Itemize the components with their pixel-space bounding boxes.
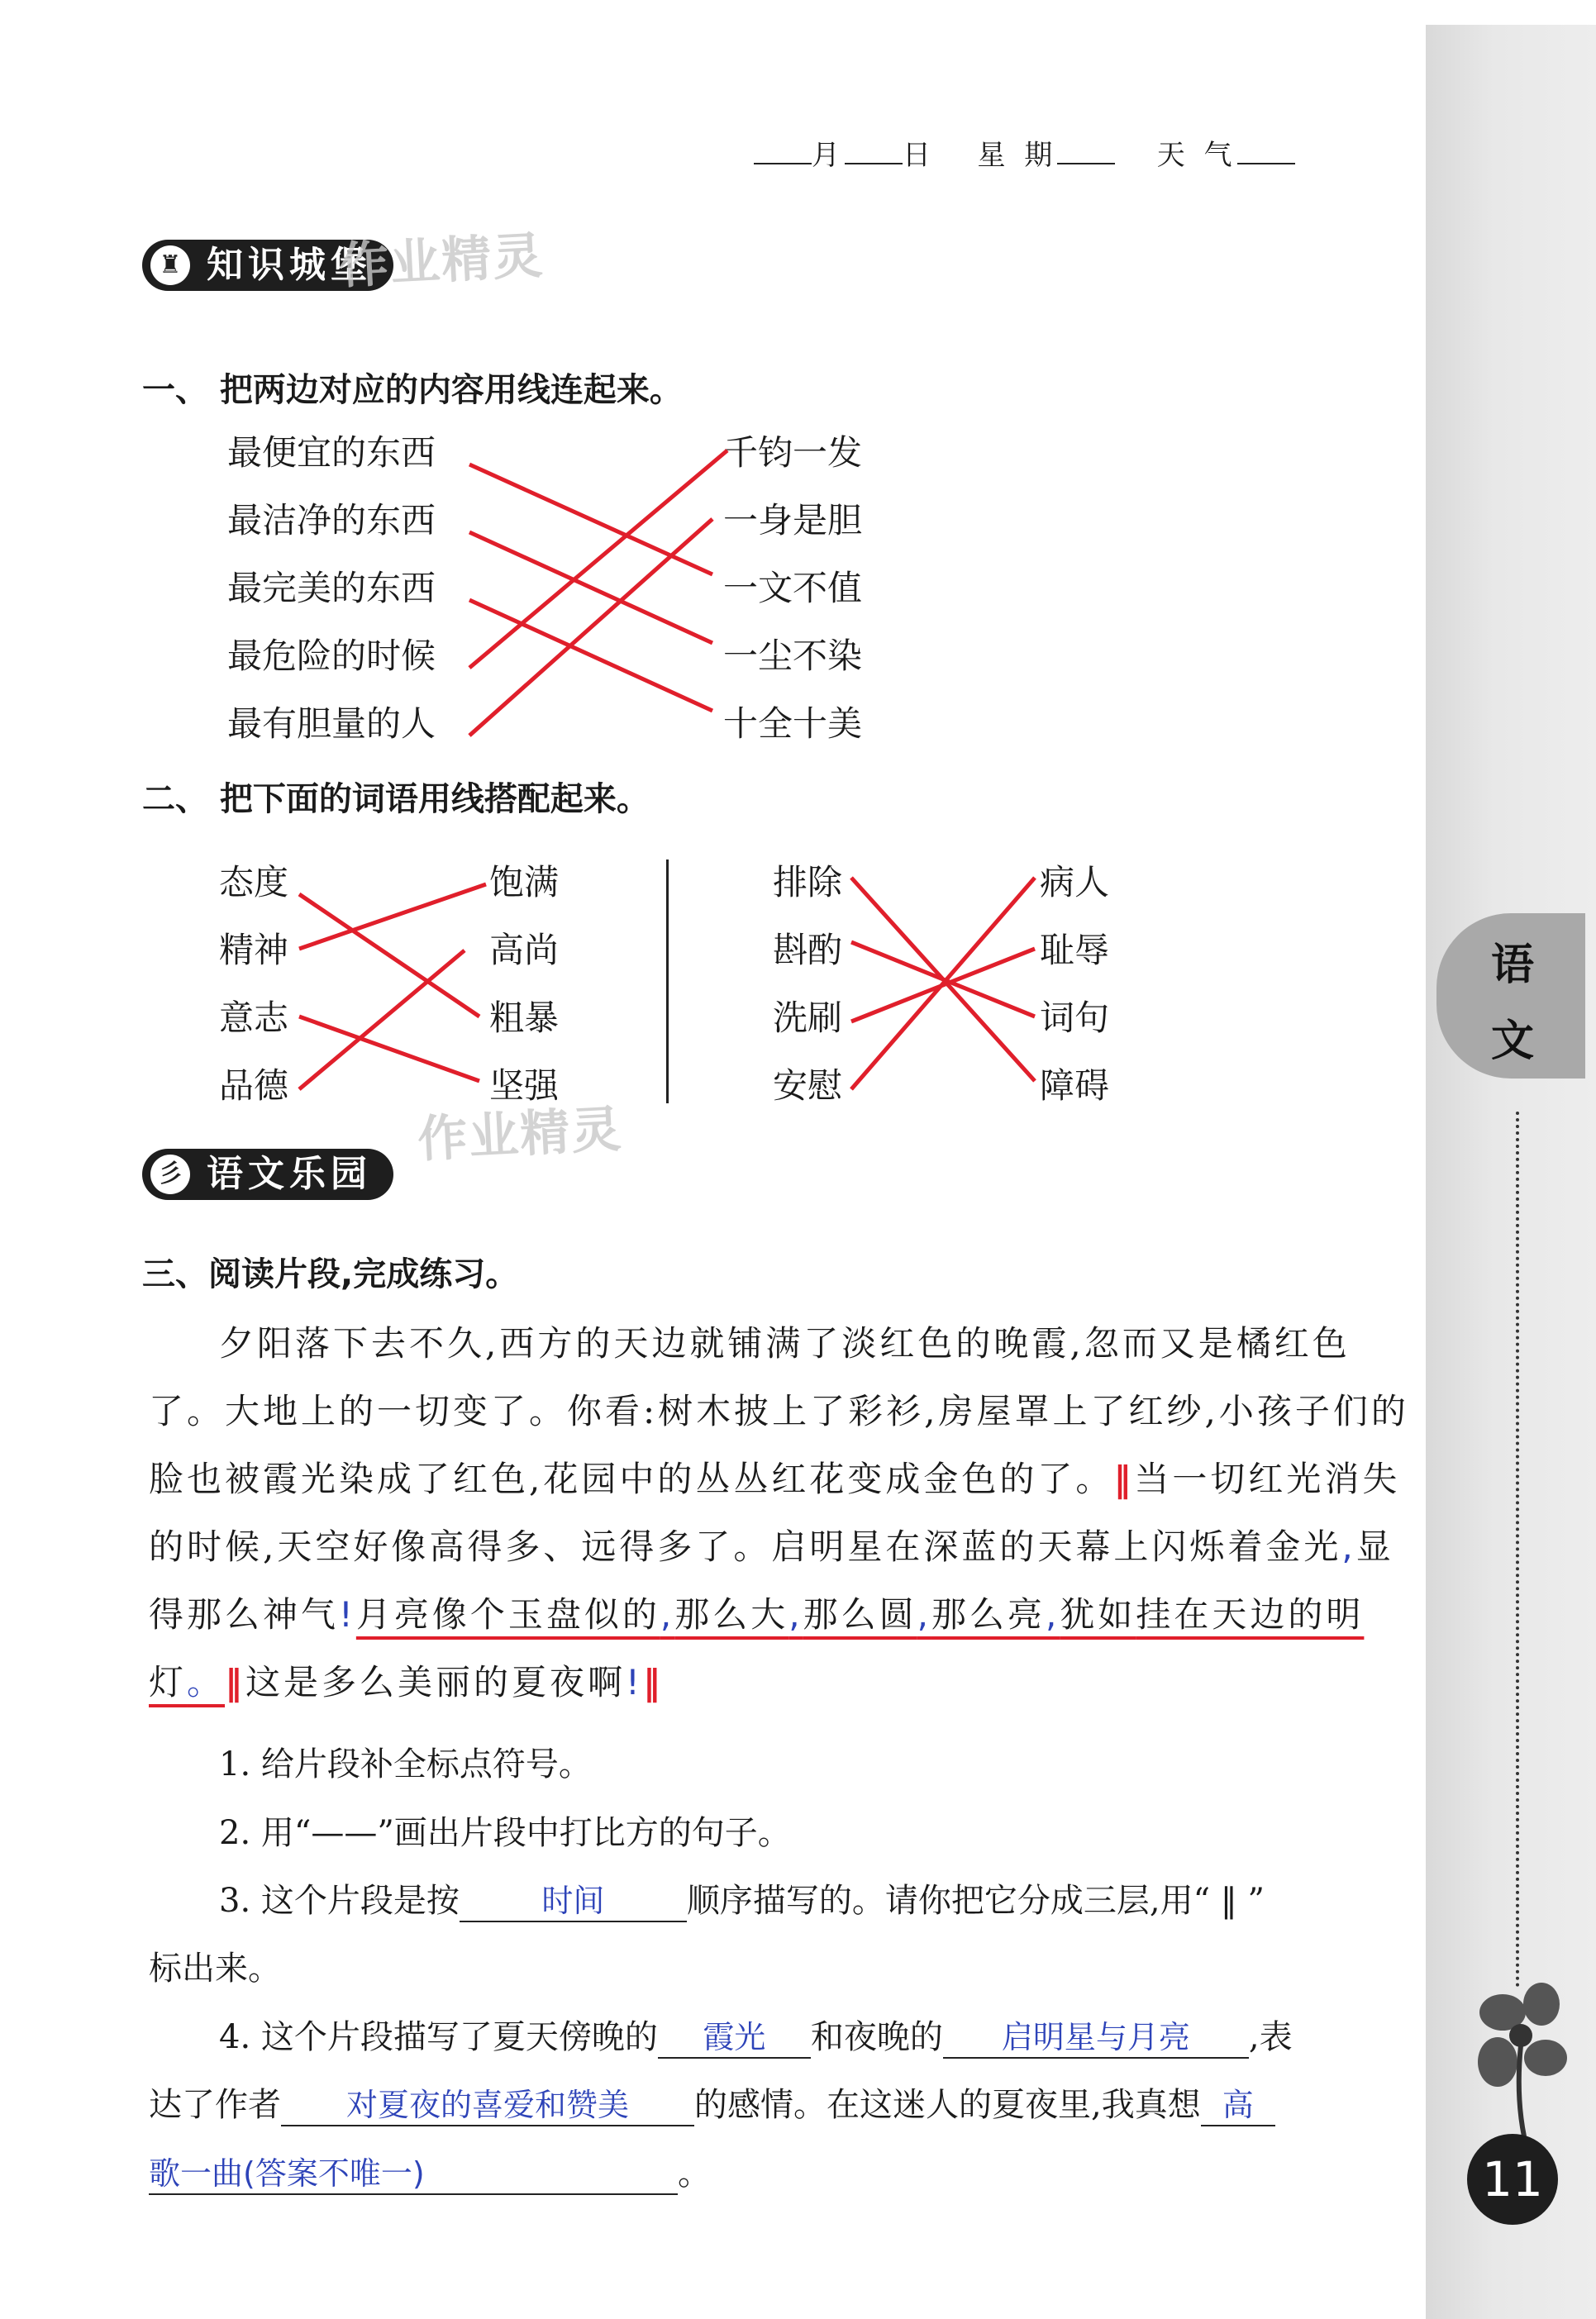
q1-left-item: 最便宜的东西 xyxy=(227,432,436,473)
q2-g2-right-item: 词句 xyxy=(1040,998,1110,1038)
section-badge-garden: 彡 语文乐园 xyxy=(142,1149,393,1200)
layer-separator-mark: ‖ xyxy=(225,1662,246,1702)
question-2-title: 二、 把下面的词语用线搭配起来。 xyxy=(142,780,650,818)
watermark: 作业精灵 xyxy=(337,226,545,296)
plant-icon xyxy=(1463,1979,1579,2145)
q1-right-item: 十全十美 xyxy=(723,703,863,744)
added-punctuation: , xyxy=(1341,1526,1356,1567)
q2-g2-left-item: 洗刷 xyxy=(773,998,843,1038)
feather-icon: 彡 xyxy=(150,1155,190,1194)
date-header: 月 日 星 期 天 气 xyxy=(754,132,1295,173)
question-3-title: 三、阅读片段,完成练习。 xyxy=(142,1255,519,1293)
layer-separator-mark: ‖ xyxy=(1113,1459,1135,1499)
answer-text: 高 xyxy=(1222,2087,1254,2123)
q1-right-item: 一身是胆 xyxy=(723,500,863,540)
passage-text: 显得那么神气 xyxy=(149,1526,1394,1635)
q1-left-item: 最危险的时候 xyxy=(227,636,436,676)
q1-right-item: 千钧一发 xyxy=(723,432,863,473)
exercise-item-3: 3. 这个片段是按 时间 顺序描写的。请你把它分成三层,用“ ‖ ” xyxy=(219,1874,1265,1922)
answer-text: 时间 xyxy=(541,1883,605,1919)
castle-icon: ♜ xyxy=(150,245,190,285)
answer-blank[interactable] xyxy=(149,2148,678,2195)
q2-g2-right-item: 耻辱 xyxy=(1040,930,1110,970)
metaphor-sentence: 月亮像个玉盘似的,那么大,那么圆,那么亮,犹如挂在天边的明灯。 xyxy=(149,1594,1365,1702)
subject-tab-char: 文 xyxy=(1491,1017,1535,1066)
q2-g1-right-item: 饱满 xyxy=(489,862,560,902)
match-line xyxy=(299,894,479,1017)
q2-g1-left-item: 态度 xyxy=(219,862,289,902)
q2-g1-right-item: 高尚 xyxy=(489,930,560,970)
watermark: 作业精灵 xyxy=(416,1100,624,1169)
passage-text: 了。大地上的一切变了。你看:树木披上了彩衫,房屋罩上了红纱,小孩子们 xyxy=(149,1391,1371,1431)
q1-left-item: 最洁净的东西 xyxy=(227,500,436,540)
subject-tab xyxy=(1436,913,1585,1079)
q2-g1-right-item: 粗暴 xyxy=(489,998,560,1038)
answer-blank[interactable] xyxy=(460,1875,687,1922)
q1-left-item: 最完美的东西 xyxy=(227,568,436,608)
exercise-item-4-cont: 达了作者 对夏夜的喜爱和赞美 的感情。在这迷人的夏夜里,我真想 高 xyxy=(149,2079,1275,2126)
answer-text: 对夏夜的喜爱和赞美 xyxy=(345,2087,629,2123)
passage-text: 光 xyxy=(1303,1526,1342,1567)
subject-tab-char: 语 xyxy=(1491,940,1535,990)
q2-g1-right-item: 坚强 xyxy=(489,1065,560,1106)
passage-text: 夕阳落下去不久,西方的天边就铺满了淡红色的晚霞,忽而又是橘红色 xyxy=(219,1323,1351,1364)
match-line xyxy=(299,884,486,949)
answer-text: 启明星与月亮 xyxy=(1001,2019,1190,2055)
q2-g2-left-item: 排除 xyxy=(773,862,843,902)
match-line xyxy=(851,942,1035,1017)
exercise-item-2: 2. 用“——”画出片段中打比方的句子。 xyxy=(219,1814,791,1852)
q2-g2-right-item: 障碍 xyxy=(1040,1065,1110,1106)
answer-blank[interactable] xyxy=(658,2012,811,2059)
exercise-item-1: 1. 给片段补全标点符号。 xyxy=(219,1745,592,1783)
reading-passage xyxy=(149,1310,1422,1717)
q2-g1-left-item: 意志 xyxy=(219,998,289,1038)
answer-blank[interactable] xyxy=(1201,2079,1275,2126)
passage-text: 的脸也被霞光染成了红色,花园中的丛丛红花变成金色的了。 xyxy=(149,1391,1409,1499)
q2-g1-left-item: 品德 xyxy=(219,1065,289,1106)
question-1-title: 一、 把两边对应的内容用线连起来。 xyxy=(142,371,683,409)
exercise-item-4-end: 歌一曲(答案不唯一) 。 xyxy=(149,2147,711,2195)
q2-g2-left-item: 斟酌 xyxy=(773,930,843,970)
answer-blank[interactable] xyxy=(281,2079,694,2126)
exercise-item-4: 4. 这个片段描写了夏天傍晚的 霞光 和夜晚的 启明星与月亮 ,表 xyxy=(219,2011,1293,2059)
layer-separator-mark: ‖ xyxy=(642,1662,664,1702)
added-punctuation: ! xyxy=(339,1594,356,1635)
dotted-divider xyxy=(1516,1112,1519,1988)
q2-g1-left-item: 精神 xyxy=(219,930,289,970)
q1-left-item: 最有胆量的人 xyxy=(227,703,436,744)
passage-text: 当一切红光消 xyxy=(1134,1459,1363,1499)
q2-g2-left-item: 安慰 xyxy=(773,1065,843,1106)
added-punctuation: ! xyxy=(626,1662,643,1702)
passage-text: 失的时候,天空好像高得多、远得多了。启明星在深蓝的天幕上闪烁着金 xyxy=(149,1459,1401,1567)
q2-g2-right-item: 病人 xyxy=(1040,862,1110,902)
answer-text: 歌一曲(答案不唯一) xyxy=(149,2155,425,2192)
exercise-item-3-cont: 标出来。 xyxy=(149,1950,281,1988)
section-badge-knowledge: ♜ 知识城堡 xyxy=(142,240,393,291)
passage-text: 这是多么美丽的夏夜啊 xyxy=(245,1662,626,1702)
q1-right-item: 一文不值 xyxy=(723,568,863,608)
answer-blank[interactable] xyxy=(943,2012,1249,2059)
answer-text: 霞光 xyxy=(703,2019,766,2055)
match-line xyxy=(299,1017,479,1081)
page-number: 11 xyxy=(1467,2134,1558,2225)
q1-right-item: 一尘不染 xyxy=(723,636,863,676)
